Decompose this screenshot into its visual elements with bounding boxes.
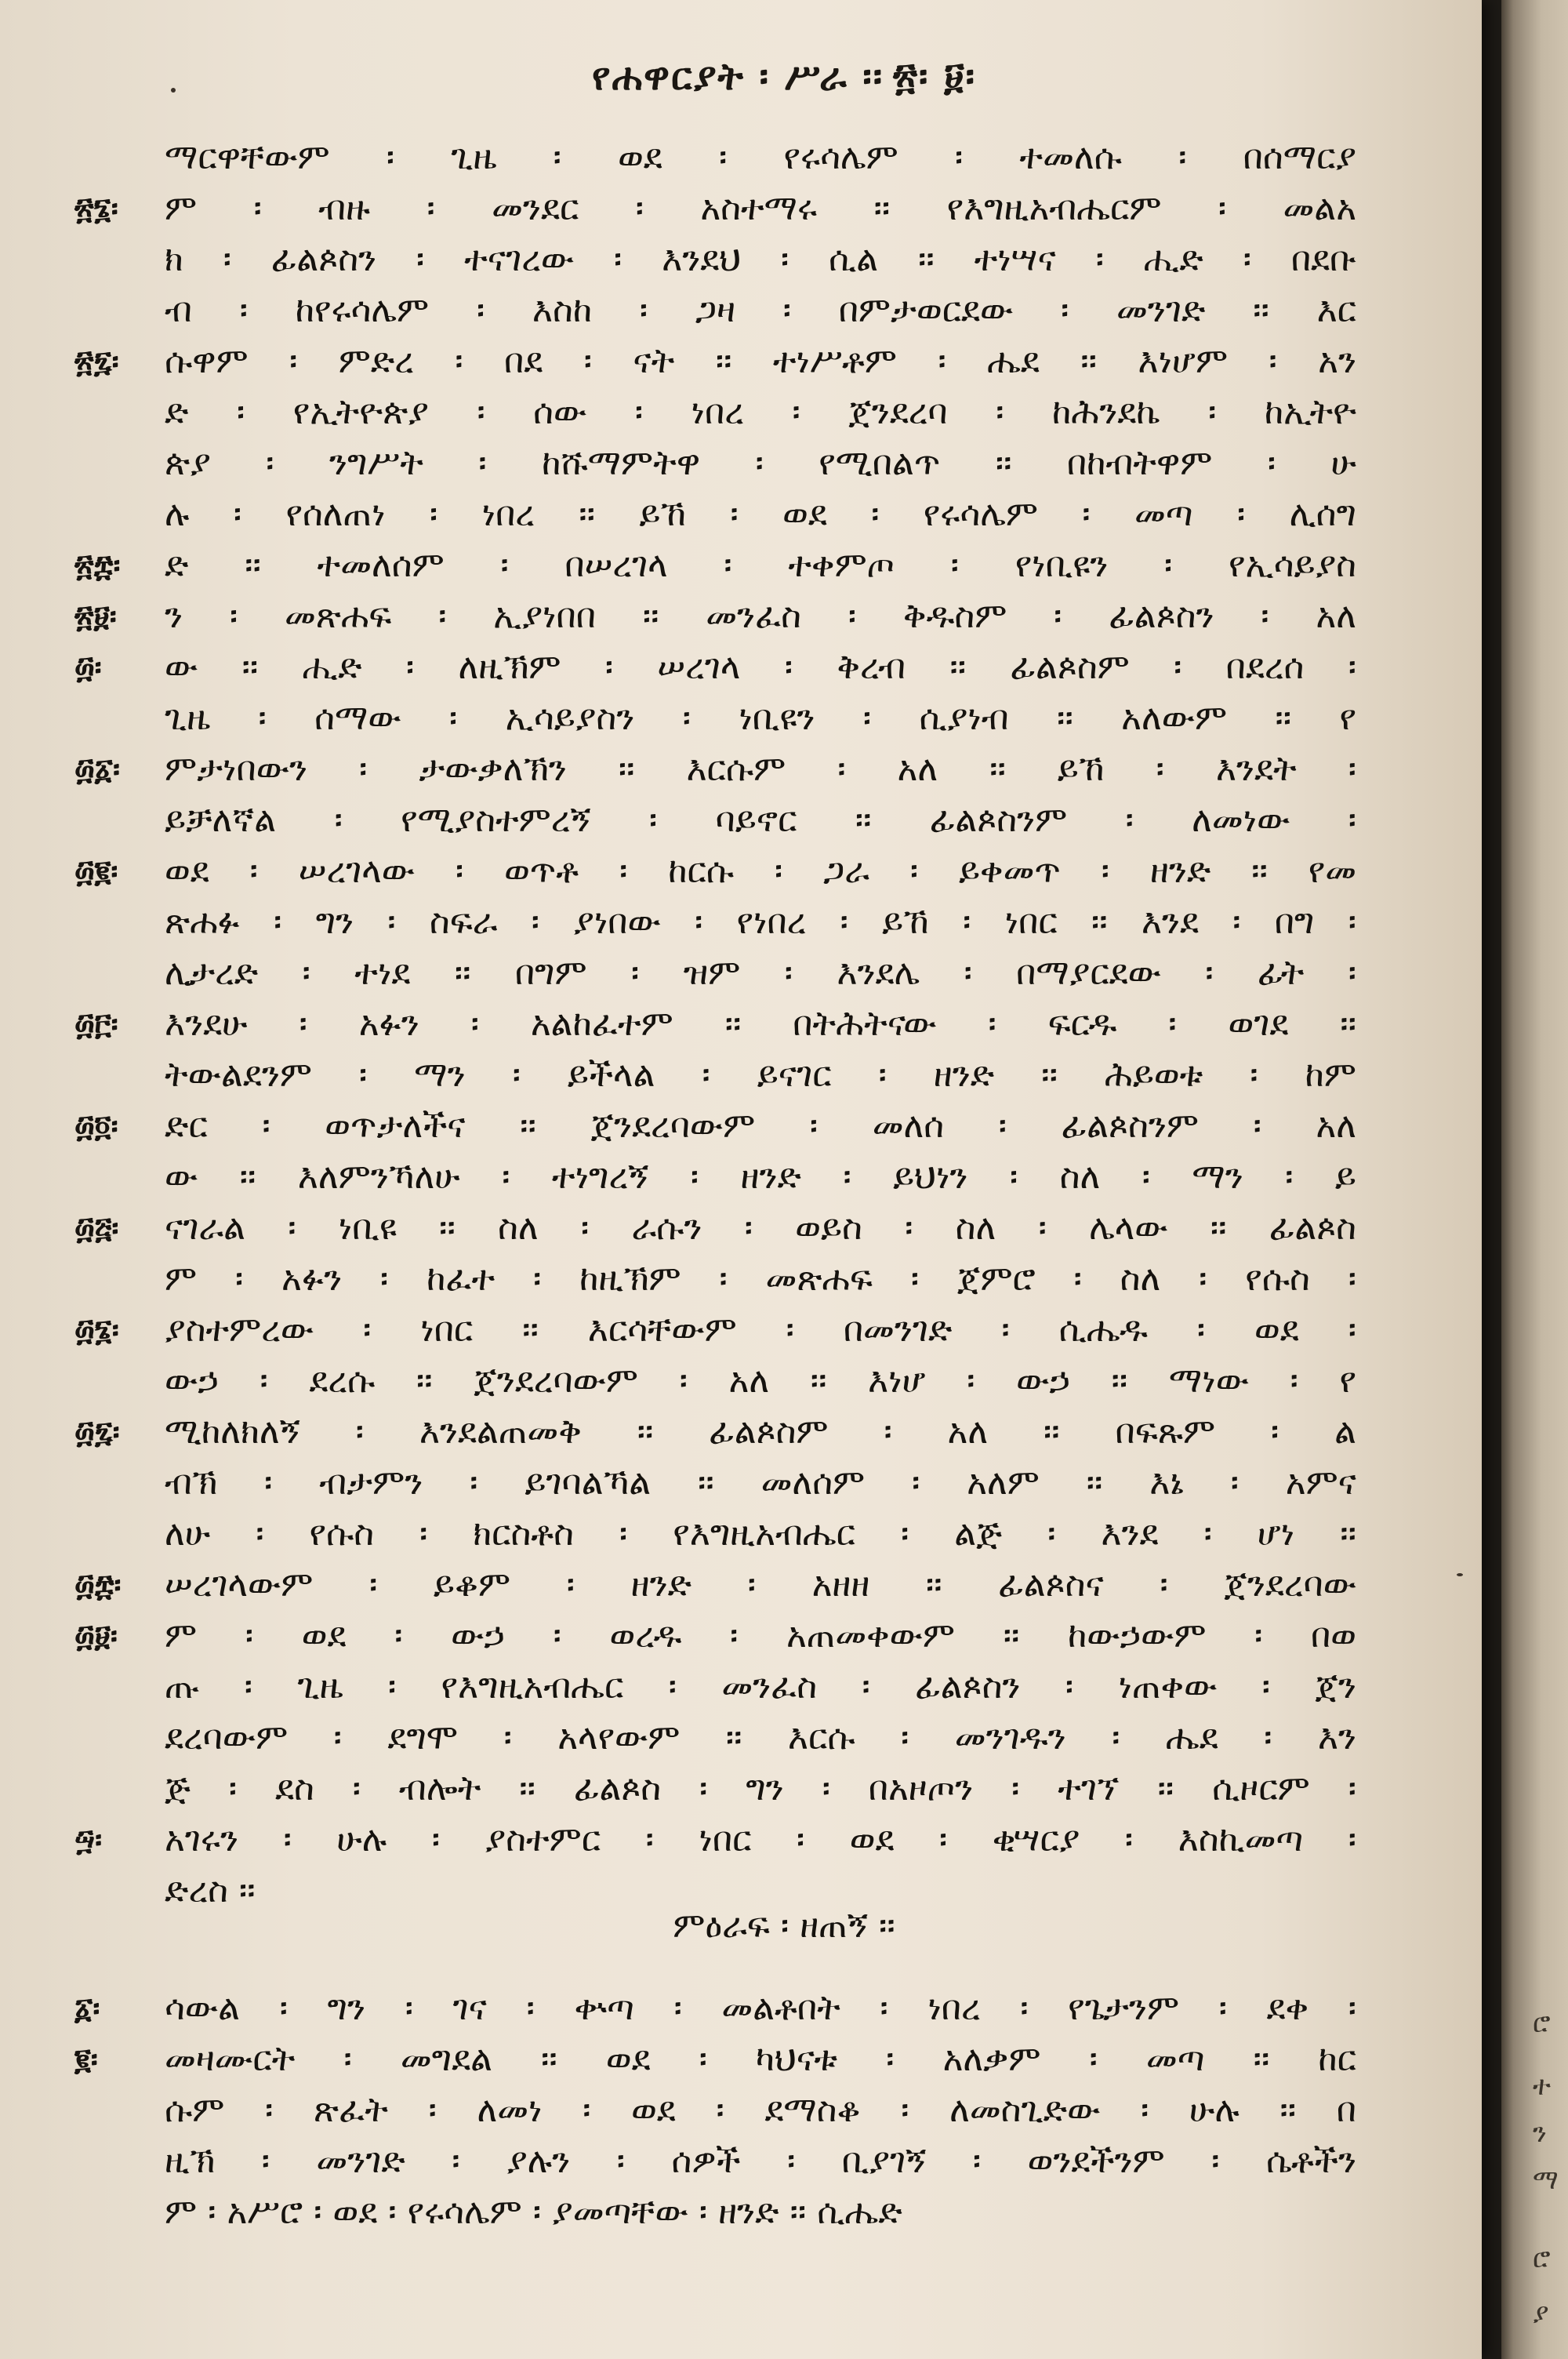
verse-number: ፴፩፡ xyxy=(74,751,121,787)
text-line: ጵያ ፡ ንግሥት ፡ ከሹማምትዋ ፡ የሚበልጥ ፡፡ በከብትዋም ፡ ሁ xyxy=(165,443,1356,483)
verse-number: ፴፱፡ xyxy=(74,1618,118,1653)
page-speck xyxy=(1457,1573,1463,1576)
text-line: ድረስ ፡፡ xyxy=(165,1870,256,1910)
text-line: ደረባውም ፡ ደግሞ ፡ አላየውም ፡፡ እርሱ ፡ መንገዱን ፡ ሔደ ፡ እን xyxy=(165,1717,1356,1757)
verse-number: ፪፡ xyxy=(74,2041,98,2077)
text-line: ዚኽ ፡ መንገድ ፡ ያሉን ፡ ሰዎች ፡ ቢያገኝ ፡ ወንደችንም ፡ ሴቶችን xyxy=(165,2141,1356,2181)
text-line: ሱዋም ፡ ምድረ ፡ በደ ፡ ናት ፡፡ ተነሥቶም ፡ ሔደ ፡፡ እነሆም ፡ አን xyxy=(165,341,1356,381)
page-number: ፳፡ ፱፡ xyxy=(893,55,976,99)
text-line: ሊታረድ ፡ ተነደ ፡፡ በግም ፡ ዝም ፡ እንደሌ ፡ በማያርደው ፡ ፊት ፡ xyxy=(165,953,1356,993)
text-line: ም ፡ ብዙ ፡ መንደር ፡ አስተማሩ ፡፡ የእግዚአብሔርም ፡ መልአ xyxy=(165,188,1356,228)
verse-number: ፳፰፡ xyxy=(74,547,121,583)
text-line: ጽሐፉ ፡ ግን ፡ ስፍራ ፡ ያነበው ፡ የነበረ ፡ ይኸ ፡ ነበር ፡፡ እንደ ፡ በግ ፡ xyxy=(165,902,1356,942)
text-line: ጅ ፡ ደስ ፡ ብሎት ፡፡ ፊልጶስ ፡ ግን ፡ በአዞጦን ፡ ተገኘ ፡፡ ሲዞርም ፡ xyxy=(165,1768,1356,1808)
verse-number: ፳፮፡ xyxy=(74,191,118,226)
text-line: ማርዋቸውም ፡ ጊዜ ፡ ወደ ፡ የሩሳሌም ፡ ተመለሱ ፡ በሰማርያ xyxy=(165,137,1356,177)
text-line: ለሁ ፡ የሱስ ፡ ክርስቶስ ፡ የእግዚአብሔር ፡ ልጅ ፡ እንደ ፡ ሆነ ፡፡ xyxy=(165,1514,1356,1554)
verse-number: ፴፮፡ xyxy=(74,1312,119,1347)
verse-number: ፴፯፡ xyxy=(74,1414,120,1449)
verse-number: ፴፫፡ xyxy=(74,1006,118,1041)
text-line: ጡ ፡ ጊዜ ፡ የእግዚአብሔር ፡ መንፈስ ፡ ፊልጶስን ፡ ነጠቀው ፡ ጀን xyxy=(165,1667,1356,1707)
verse-number: ፵፡ xyxy=(74,1822,103,1857)
text-line: ሳውል ፡ ግን ፡ ገና ፡ ቍጣ ፡ መልቶበት ፡ ነበረ ፡ የጌታንም ፡ ደቀ ፡ xyxy=(165,1988,1356,2028)
header-title: የሐዋርያት ፡ ሥራ ፡፡ xyxy=(592,55,884,99)
text-line: ሱም ፡ ጽፈት ፡ ለመነ ፡ ወደ ፡ ደማስቆ ፡ ለመስጊድው ፡ ሁሉ ፡፡ በ xyxy=(165,2090,1356,2130)
text-line: ም ፡ አፉን ፡ ከፈተ ፡ ከዚኽም ፡ መጽሐፍ ፡ ጀምሮ ፡ ስለ ፡ የሱስ ፡ xyxy=(165,1259,1356,1299)
verse-number: ፳፯፡ xyxy=(74,343,119,379)
text-line: ብ ፡ ከየሩሳሌም ፡ እስከ ፡ ጋዛ ፡ በምታወርደው ፡ መንገድ ፡፡ እር xyxy=(165,290,1356,330)
text-line: ድ ፡፡ ተመለሰም ፡ በሠረገላ ፡ ተቀምጦ ፡ የነቢዩን ፡ የኢሳይያስ xyxy=(165,545,1356,585)
adjacent-page-fragment: ሮ xyxy=(1533,2243,1551,2274)
text-line: ው ፡፡ ሒድ ፡ ለዚኽም ፡ ሠረገላ ፡ ቅረብ ፡፡ ፊልጶስም ፡ በደረሰ ፡ xyxy=(165,647,1356,687)
text-line: ወደ ፡ ሠረገላው ፡ ወጥቶ ፡ ከርሱ ፡ ጋራ ፡ ይቀመጥ ፡ ዘንድ ፡፡ የመ xyxy=(165,851,1356,891)
text-line: እንደሁ ፡ አፉን ፡ አልከፈተም ፡፡ በትሕትናው ፡ ፍርዱ ፡ ወገደ ፡፡ xyxy=(165,1004,1356,1044)
adjacent-page-fragment: ያ xyxy=(1533,2298,1549,2329)
chapter-8-text xyxy=(165,132,1356,1916)
text-line: ክ ፡ ፊልጶስን ፡ ተናገረው ፡ እንደህ ፡ ሲል ፡፡ ተነሣና ፡ ሒድ ፡ በደቡ xyxy=(165,239,1356,279)
adjacent-page-fragment: ማ xyxy=(1533,2165,1559,2196)
text-line: ሉ ፡ የሰለጠነ ፡ ነበረ ፡፡ ይኸ ፡ ወደ ፡ የሩሳሌም ፡ መጣ ፡ ሊሰግ xyxy=(165,494,1356,534)
text-line: መዛሙርት ፡ መግደል ፡፡ ወደ ፡ ካህናቱ ፡ አለቃም ፡ መጣ ፡፡ ከር xyxy=(165,2039,1356,2079)
verse-number: ፴፪፡ xyxy=(74,853,118,889)
text-line: ናገራል ፡ ነቢዩ ፡፡ ስለ ፡ ራሱን ፡ ወይስ ፡ ስለ ፡ ሌላው ፡፡ ፊልጶስ xyxy=(165,1208,1356,1248)
adjacent-page-fragment: ሮ xyxy=(1533,2008,1551,2039)
text-line: ን ፡ መጽሐፍ ፡ ኢያነበበ ፡፡ መንፈስ ፡ ቅዱስም ፡ ፊልጶስን ፡ አለ xyxy=(165,596,1356,636)
verse-number: ፴፰፡ xyxy=(74,1567,122,1602)
text-line: ይቻለኛል ፡ የሚያስተምረኝ ፡ ባይኖር ፡፡ ፊልጶስንም ፡ ለመነው ፡ xyxy=(165,800,1356,840)
text-line: ሠረገላውም ፡ ይቆም ፡ ዘንድ ፡ አዘዘ ፡፡ ፊልጶስና ፡ ጀንደረባው xyxy=(165,1565,1356,1605)
running-header xyxy=(0,55,1568,100)
text-line: ው ፡፡ እለምንኻለሁ ፡ ተነግረኝ ፡ ዘንድ ፡ ይህነን ፡ ስለ ፡ ማን ፡ ይ xyxy=(165,1157,1356,1197)
text-line: ድር ፡ ወጥታለችና ፡፡ ጀንደረባውም ፡ መለሰ ፡ ፊልጶስንም ፡ አለ xyxy=(165,1106,1356,1146)
text-line: አገሩን ፡ ሁሉ ፡ ያስተምር ፡ ነበር ፡ ወደ ፡ ቂሣርያ ፡ እስኪመጣ ፡ xyxy=(165,1819,1356,1859)
chapter-heading: ምዕራፍ ፡ ዘጠኝ ፡፡ xyxy=(673,1906,895,1946)
text-line: ትውልደንም ፡ ማን ፡ ይችላል ፡ ይናገር ፡ ዘንድ ፡፡ ሕይወቱ ፡ ከም xyxy=(165,1055,1356,1095)
verse-number: ፴፭፡ xyxy=(74,1210,119,1245)
verse-number: ፩፡ xyxy=(74,1990,100,2026)
text-line: ውኃ ፡ ደረሱ ፡፡ ጀንደረባውም ፡ አለ ፡፡ እነሆ ፡ ውኃ ፡፡ ማነው ፡ የ xyxy=(165,1361,1356,1401)
text-line: ም ፡ ወደ ፡ ውኃ ፡ ወረዱ ፡ አጠመቀውም ፡፡ ከውኃውም ፡ በወ xyxy=(165,1616,1356,1656)
text-line: ም ፡ አሥሮ ፡ ወደ ፡ የሩሳሌም ፡ ያመጣቸው ፡ ዘንድ ፡፡ ሲሔድ xyxy=(165,2192,902,2232)
verse-number: ፴፬፡ xyxy=(74,1108,118,1143)
chapter-9-text xyxy=(165,1983,1356,2237)
text-line: ጊዜ ፡ ሰማው ፡ ኢሳይያስን ፡ ነቢዩን ፡ ሲያነብ ፡፡ አለውም ፡፡ የ xyxy=(165,698,1356,738)
text-line: ምታነበውን ፡ ታውቃለኽን ፡፡ እርሱም ፡ አለ ፡፡ ይኸ ፡ እንደት ፡ xyxy=(165,749,1356,789)
adjacent-page-edge xyxy=(1501,0,1568,2359)
text-line: ድ ፡ የኢትዮጵያ ፡ ሰው ፡ ነበረ ፡ ጀንደረባ ፡ ከሕንደኬ ፡ ከኢትዮ xyxy=(165,392,1356,432)
text-line: ሚከለክለኝ ፡ እንደልጠመቅ ፡፡ ፊልጶስም ፡ አለ ፡፡ በፍጹም ፡ ል xyxy=(165,1412,1356,1452)
text-line: ብኽ ፡ ብታምን ፡ ይገባልኻል ፡፡ መለሰም ፡ አለም ፡፡ እኔ ፡ አምና xyxy=(165,1463,1356,1503)
verse-number: ፳፱፡ xyxy=(74,598,117,634)
text-line: ያስተምረው ፡ ነበር ፡፡ እርሳቸውም ፡ በመንገድ ፡ ሲሔዱ ፡ ወደ ፡ xyxy=(165,1310,1356,1350)
adjacent-page-fragment: ተ xyxy=(1533,2070,1551,2102)
page-speck xyxy=(171,88,176,93)
verse-number: ፴፡ xyxy=(74,649,102,685)
adjacent-page-fragment: ን xyxy=(1533,2117,1547,2149)
